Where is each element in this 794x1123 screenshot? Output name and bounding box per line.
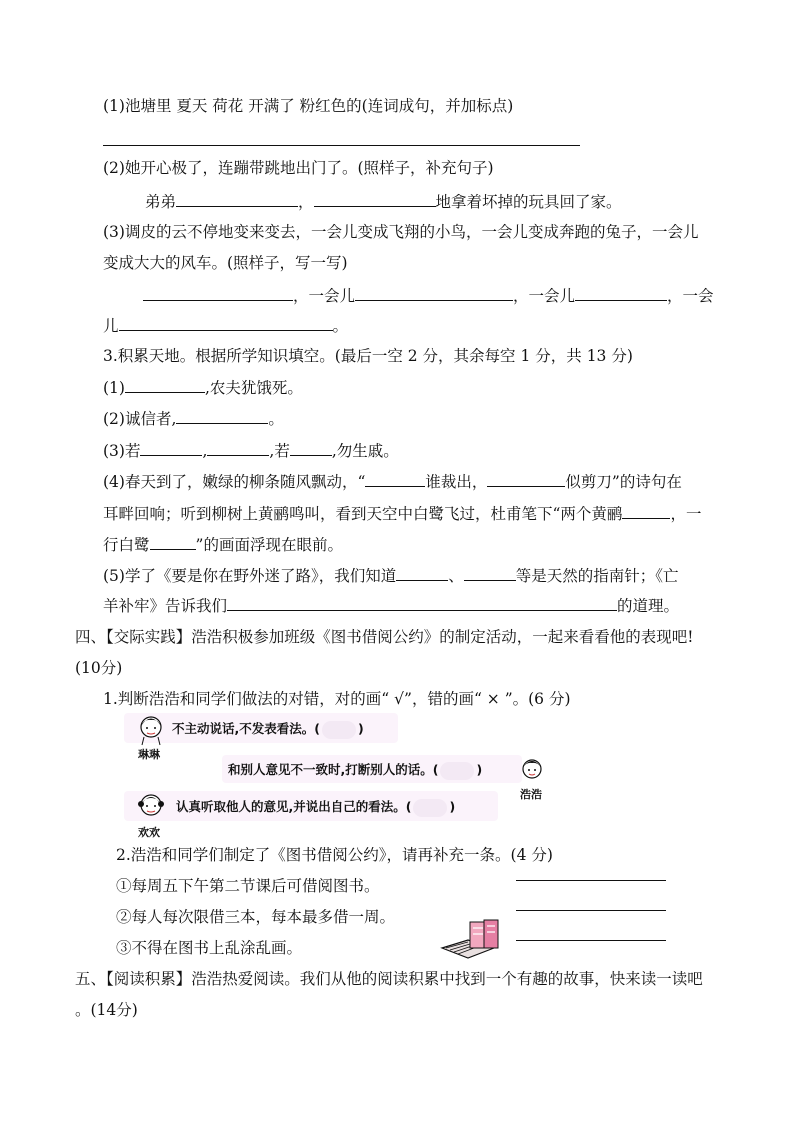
bubble-2-answer[interactable] bbox=[440, 762, 474, 780]
s3-item-2-suffix: 。 bbox=[268, 410, 284, 428]
s3-item-5-l1-mid: 、 bbox=[448, 567, 464, 585]
s3-item-4-line-2 bbox=[103, 503, 701, 524]
s3-item-4-l1-prefix: (4)春天到了，嫩绿的柳条随风飘动，“ bbox=[103, 473, 366, 491]
sec4-title: 四、【交际实践】浩浩积极参加班级《图书借阅公约》的制定活动，一起来看看他的表现吧! bbox=[75, 628, 694, 646]
s3-item-5-blank-3[interactable] bbox=[227, 595, 617, 611]
s3-item-4-line-3 bbox=[103, 534, 343, 555]
rule-answer-line-1[interactable] bbox=[516, 880, 666, 881]
name-huanhuan: 欢欢 bbox=[138, 826, 160, 839]
rule-3: ③不得在图书上乱涂乱画。 bbox=[116, 939, 303, 957]
name-haohao: 浩浩 bbox=[520, 788, 542, 801]
q2-blank-2[interactable] bbox=[314, 191, 436, 207]
q2-answer-suffix: 地拿着坏掉的玩具回了家。 bbox=[435, 193, 622, 211]
s3-item-1-prefix: (1) bbox=[103, 379, 125, 397]
q2-prompt: (2)她开心极了，连蹦带跳地出门了。(照样子，补充句子) bbox=[103, 159, 494, 177]
q2-answer bbox=[145, 191, 622, 212]
s3-item-1 bbox=[103, 377, 303, 398]
q3-l2-suffix: 。 bbox=[332, 317, 349, 335]
s3-item-3 bbox=[103, 440, 399, 461]
sec4-score: (10分) bbox=[75, 659, 123, 677]
q1-answer-line[interactable] bbox=[103, 145, 580, 146]
s3-item-5-line-1 bbox=[103, 565, 679, 586]
s3-item-3-sep-1: , bbox=[202, 442, 208, 460]
sec4-q1: 1.判断浩浩和同学们做法的对错，对的画“ √”，错的画“ × ”。(6 分) bbox=[103, 690, 571, 708]
s3-item-4-l2-suffix: ，一 bbox=[670, 505, 702, 523]
q3-blank-2[interactable] bbox=[355, 285, 513, 301]
s3-item-3-prefix: (3)若 bbox=[103, 442, 141, 460]
s3-item-4-line-1 bbox=[103, 471, 682, 492]
s3-item-5-blank-1[interactable] bbox=[396, 565, 448, 581]
rule-2: ②每人每次限借三本，每本最多借一周。 bbox=[116, 908, 396, 926]
q2-blank-1[interactable] bbox=[176, 191, 298, 207]
bubble-3-text: 认真听取他人的意见,并说出自己的看法。( bbox=[176, 799, 412, 814]
s3-item-2-prefix: (2)诚信者, bbox=[103, 410, 177, 428]
s3-item-4-l2-prefix: 耳畔回响；听到柳树上黄鹂鸣叫，看到天空中白鹭飞过，杜甫笔下“两个黄鹂 bbox=[103, 505, 623, 523]
s3-item-3-blank-3[interactable] bbox=[290, 440, 332, 456]
q3-blank-3[interactable] bbox=[575, 285, 667, 301]
boy-haohao-icon bbox=[520, 757, 544, 783]
q2-answer-prefix: 弟弟 bbox=[145, 193, 177, 211]
s3-item-4-l1-suffix: 似剪刀”的诗句在 bbox=[565, 473, 682, 491]
q3-blank-4[interactable] bbox=[119, 315, 333, 331]
rule-answer-line-2[interactable] bbox=[516, 910, 666, 911]
books-icon bbox=[440, 918, 506, 964]
bubble-3 bbox=[176, 797, 455, 817]
bubble-2-text: 和别人意见不一致时,打断别人的话。( bbox=[228, 762, 439, 777]
sec5-score: 。(14分) bbox=[75, 1001, 138, 1019]
s3-item-5-l1-prefix: (5)学了《要是你在野外迷了路》，我们知道 bbox=[103, 567, 397, 585]
q3-answer-line-2 bbox=[103, 315, 348, 336]
bubble-1 bbox=[172, 719, 364, 739]
bubble-3-close: ) bbox=[449, 799, 456, 814]
s3-item-4-blank-2[interactable] bbox=[487, 471, 565, 487]
s3-item-5-l1-suffix: 等是天然的指南针；《亡 bbox=[515, 567, 679, 585]
s3-item-3-blank-2[interactable] bbox=[207, 440, 269, 456]
girl-linlin-icon bbox=[138, 715, 164, 745]
s3-item-4-l3-suffix: ”的画面浮现在眼前。 bbox=[195, 536, 343, 554]
s3-item-4-blank-4[interactable] bbox=[150, 534, 196, 550]
name-linlin: 琳琳 bbox=[138, 748, 160, 761]
q3-line-1: (3)调皮的云不停地变来变去，一会儿变成飞翔的小鸟，一会儿变成奔跑的兔子，一会儿 bbox=[103, 223, 699, 241]
s3-item-5-blank-2[interactable] bbox=[464, 565, 516, 581]
sec4-q2: 2.浩浩和同学们制定了《图书借阅公约》，请再补充一条。(4 分) bbox=[116, 846, 553, 864]
s3-item-5-l2-prefix: 羊补牢》告诉我们 bbox=[103, 597, 228, 615]
s3-item-2-blank[interactable] bbox=[176, 408, 268, 424]
sec5-title: 五、【阅读积累】浩浩热爱阅读。我们从他的阅读积累中找到一个有趣的故事，快来读一读吧 bbox=[75, 970, 703, 988]
s3-item-4-blank-1[interactable] bbox=[365, 471, 425, 487]
s3-item-4-l3-prefix: 行白鹭 bbox=[103, 536, 150, 554]
s3-item-3-blank-1[interactable] bbox=[140, 440, 202, 456]
bubble-1-close: ) bbox=[357, 721, 364, 736]
bubble-2-close: ) bbox=[476, 762, 483, 777]
q3-sep-3: ，一会 bbox=[667, 287, 714, 305]
s3-item-2 bbox=[103, 408, 284, 429]
s3-item-4-l1-mid: 谁裁出， bbox=[425, 473, 488, 491]
s3-item-3-suffix: ,勿生戚。 bbox=[331, 442, 399, 460]
s3-item-5-line-2 bbox=[103, 595, 679, 616]
q3-sep-2: ，一会儿 bbox=[513, 287, 576, 305]
girl-huanhuan-icon bbox=[138, 793, 164, 823]
q1-prompt: (1)池塘里 夏天 荷花 开满了 粉红色的(连词成句，并加标点) bbox=[103, 97, 514, 115]
s3-item-1-blank[interactable] bbox=[125, 377, 205, 393]
q3-blank-1[interactable] bbox=[143, 285, 293, 301]
rule-1: ①每周五下午第二节课后可借阅图书。 bbox=[116, 877, 380, 895]
q3-line-2: 变成大大的风车。(照样子，写一写) bbox=[103, 254, 348, 272]
bubble-3-answer[interactable] bbox=[413, 799, 447, 817]
bubble-1-text: 不主动说话,不发表看法。( bbox=[172, 721, 320, 736]
q3-answer-line-1 bbox=[143, 285, 714, 306]
s3-title: 3.积累天地。根据所学知识填空。(最后一空 2 分，其余每空 1 分，共 13 分) bbox=[103, 347, 633, 365]
q3-sep-1: ，一会儿 bbox=[293, 287, 356, 305]
bubble-2 bbox=[228, 760, 482, 780]
s3-item-1-suffix: ,农夫犹饿死。 bbox=[204, 379, 303, 397]
s3-item-5-l2-suffix: 的道理。 bbox=[617, 597, 680, 615]
bubble-1-answer[interactable] bbox=[322, 721, 356, 739]
s3-item-3-sep-2: ,若 bbox=[269, 442, 290, 460]
q2-comma: ， bbox=[298, 193, 314, 211]
rule-answer-line-3[interactable] bbox=[516, 940, 666, 941]
q3-l2-prefix: 儿 bbox=[103, 317, 119, 335]
s3-item-4-blank-3[interactable] bbox=[622, 503, 670, 519]
